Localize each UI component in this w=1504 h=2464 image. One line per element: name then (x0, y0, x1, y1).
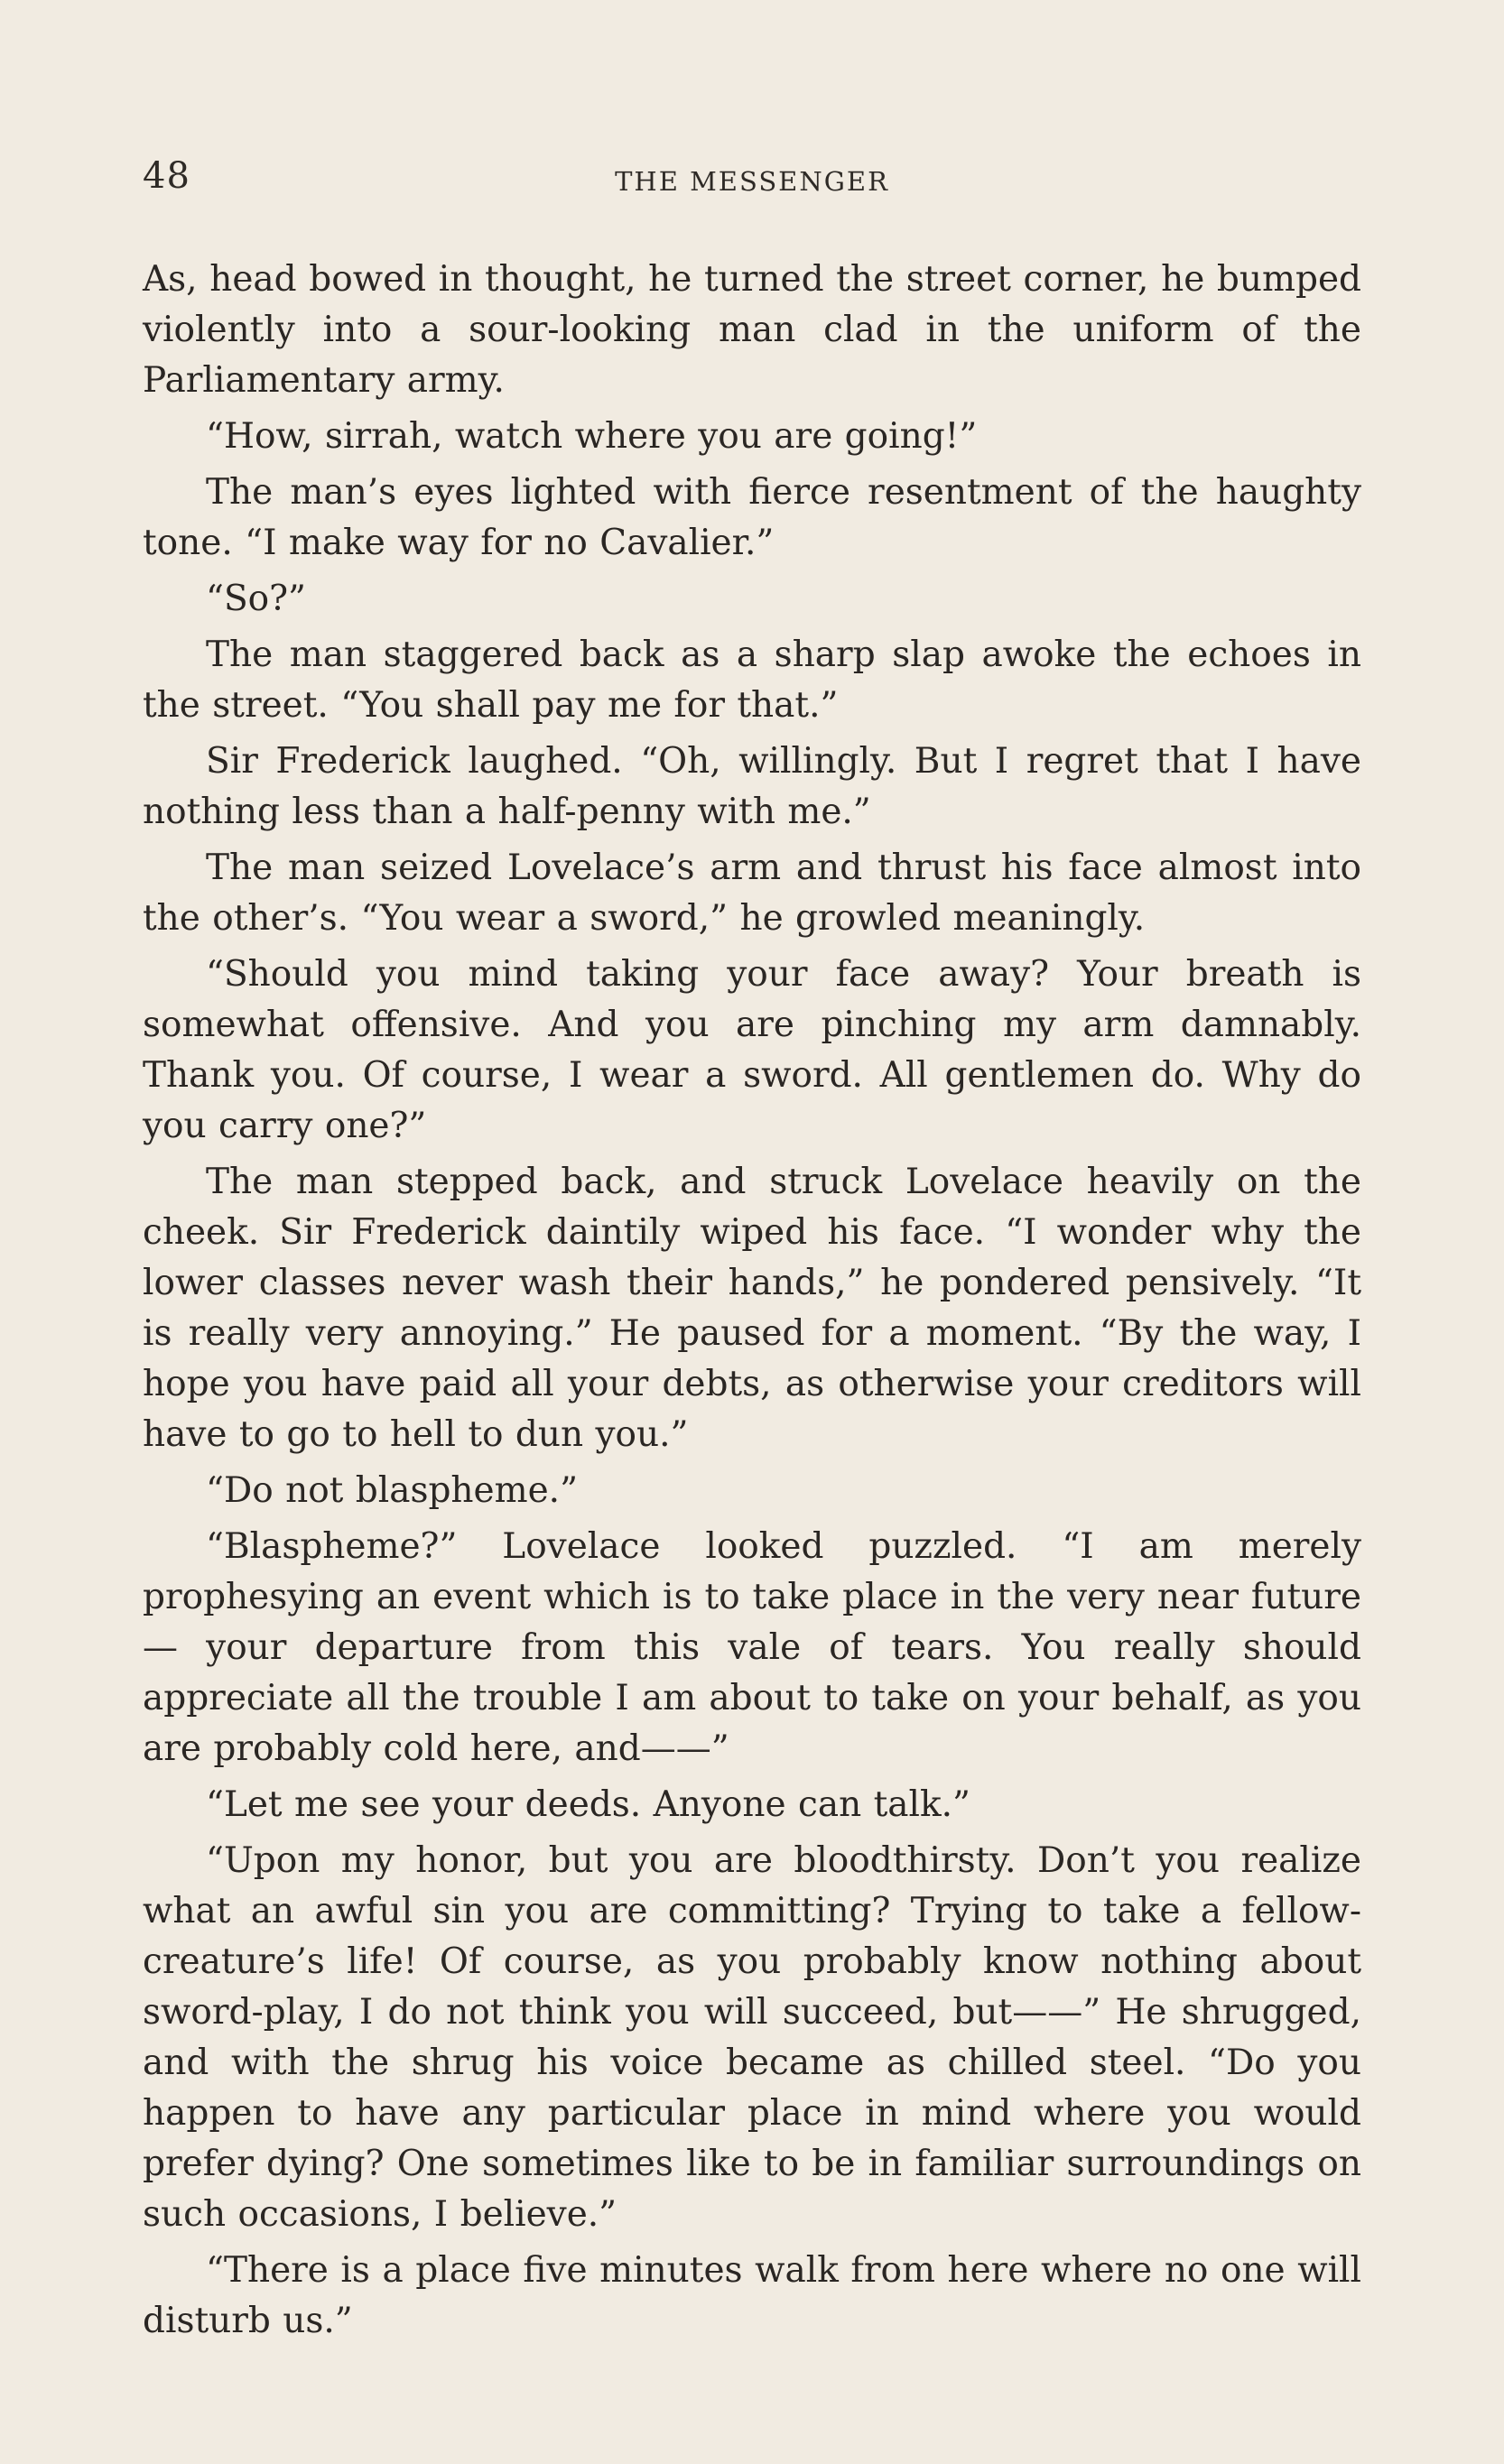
paragraph: The man stepped back, and struck Lovelace heavily on the cheek. Sir Frederick daintily wiped his face. “I wonder why the lower classes never wash their hands,” he pondered pensively. “It is really very annoying.” He paused for a moment. “By the way, I hope you have paid all your debts, as otherwise your creditors will have to go to hell to dun you.” (143, 1162, 1361, 1455)
page-header (143, 155, 1361, 209)
paragraph: The man seized Lovelace’s arm and thrust his face almost into the other’s. “You wear a sword,” he growled meaningly. (143, 848, 1361, 939)
paragraph: “Blaspheme?” Lovelace looked puzzled. “I am merely prophesying an event which is to take place in the very near future — your departure from this vale of tears. You really should appreciate all the trouble I am about to take on your behalf, as you are probably cold here, and——” (143, 1526, 1361, 1769)
paragraph: “Upon my honor, but you are bloodthirsty. Don’t you realize what an awful sin you are committing? Trying to take a fellow-creature’s life! Of course, as you probably know nothing about sword-play, I do not think you will succeed, but——” He shrugged, and with the shrug his voice became as chilled steel. “Do you happen to have any particular place in mind where you would prefer dying? One sometimes like to be in familiar surroundings on such occasions, I believe.” (143, 1840, 1361, 2235)
paragraph: “How, sirrah, watch where you are going!” (206, 416, 978, 457)
paragraph: “Should you mind taking your face away? Your breath is somewhat offensive. And you are pinching my arm damnably. Thank you. Of course, I wear a sword. All gentlemen do. Why do you carry one?” (143, 954, 1361, 1146)
page-number: 48 (143, 155, 190, 197)
paragraph: Sir Frederick laughed. “Oh, willingly. But I regret that I have nothing less than a half-penny with me.” (143, 741, 1361, 832)
paragraph: “Do not blaspheme.” (206, 1470, 579, 1511)
paragraph: “So?” (206, 579, 306, 619)
running-title: THE MESSENGER (615, 166, 889, 197)
paragraph: “Let me see your deeds. Anyone can talk.” (206, 1784, 970, 1825)
body-text (143, 255, 1361, 2352)
paragraph: As, head bowed in thought, he turned the street corner, he bumped violently into a sour-looking man clad in the uniform of the Parliamentary army. (143, 259, 1361, 401)
paragraph: The man’s eyes lighted with fierce resentment of the haughty tone. “I make way for no Cavalier.” (143, 472, 1361, 563)
paragraph: “There is a place five minutes walk from here where no one will disturb us.” (143, 2250, 1361, 2341)
paragraph: The man staggered back as a sharp slap awoke the echoes in the street. “You shall pay me for that.” (143, 635, 1361, 726)
